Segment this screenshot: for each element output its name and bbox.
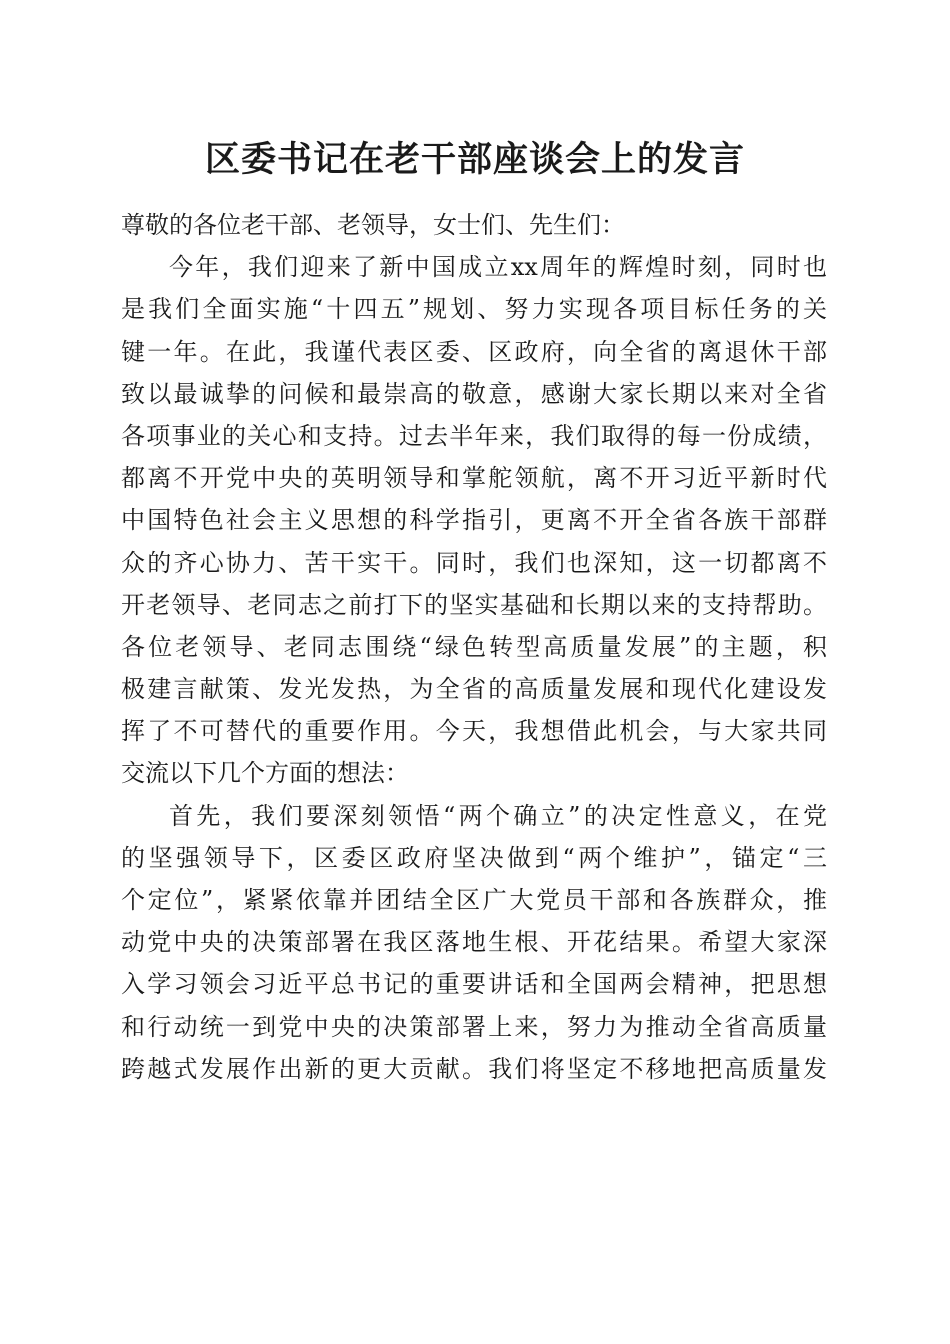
paragraph-1-line-3: 键一年。在此，我谨代表区委、区政府，向全省的离退休干部	[121, 337, 827, 366]
paragraph-1-line-6: 都离不开党中央的英明领导和掌舵领航，离不开习近平新时代	[121, 464, 827, 493]
paragraph-2-line-4: 动党中央的决策部署在我区落地生根、开花结果。希望大家深	[121, 928, 827, 957]
paragraph-2-line-1: 首先，我们要深刻领悟“两个确立”的决定性意义，在党	[169, 801, 827, 830]
paragraph-2-line-5: 入学习领会习近平总书记的重要讲话和全国两会精神，把思想	[121, 970, 827, 999]
paragraph-1-line-1: 今年，我们迎来了新中国成立xx周年的辉煌时刻，同时也	[169, 253, 827, 282]
paragraph-1-line-10: 各位老领导、老同志围绕“绿色转型高质量发展”的主题，积	[121, 632, 827, 661]
salutation-line: 尊敬的各位老干部、老领导，女士们、先生们：	[121, 211, 625, 239]
paragraph-2-line-3: 个定位”，紧紧依靠并团结全区广大党员干部和各族群众，推	[121, 886, 827, 914]
document-title: 区委书记在老干部座谈会上的发言	[204, 139, 745, 180]
document-body	[121, 204, 827, 1090]
paragraph-1-line-7: 中国特色社会主义思想的科学指引，更离不开全省各族干部群	[121, 506, 827, 535]
paragraph-1-line-12: 挥了不可替代的重要作用。今天，我想借此机会，与大家共同	[121, 717, 827, 746]
paragraph-2-line-7: 跨越式发展作出新的更大贡献。我们将坚定不移地把高质量发	[121, 1054, 827, 1083]
paragraph-2-line-6: 和行动统一到党中央的决策部署上来，努力为推动全省高质量	[121, 1012, 827, 1041]
paragraph-1-line-5: 各项事业的关心和支持。过去半年来，我们取得的每一份成绩，	[121, 421, 827, 450]
paragraph-1-line-11: 极建言献策、发光发热，为全省的高质量发展和现代化建设发	[121, 675, 827, 704]
paragraph-2-line-2: 的坚强领导下，区委区政府坚决做到“两个维护”，锚定“三	[121, 843, 827, 872]
paragraph-1-line-8: 众的齐心协力、苦干实干。同时，我们也深知，这一切都离不	[121, 548, 827, 577]
paragraph-1-line-2: 是我们全面实施“十四五”规划、努力实现各项目标任务的关	[121, 295, 827, 324]
paragraph-1-line-9: 开老领导、老同志之前打下的坚实基础和长期以来的支持帮助。	[121, 590, 827, 619]
paragraph-1-line-13: 交流以下几个方面的想法：	[121, 759, 409, 788]
paragraph-1-line-4: 致以最诚挚的问候和最崇高的敬意，感谢大家长期以来对全省	[121, 379, 827, 408]
